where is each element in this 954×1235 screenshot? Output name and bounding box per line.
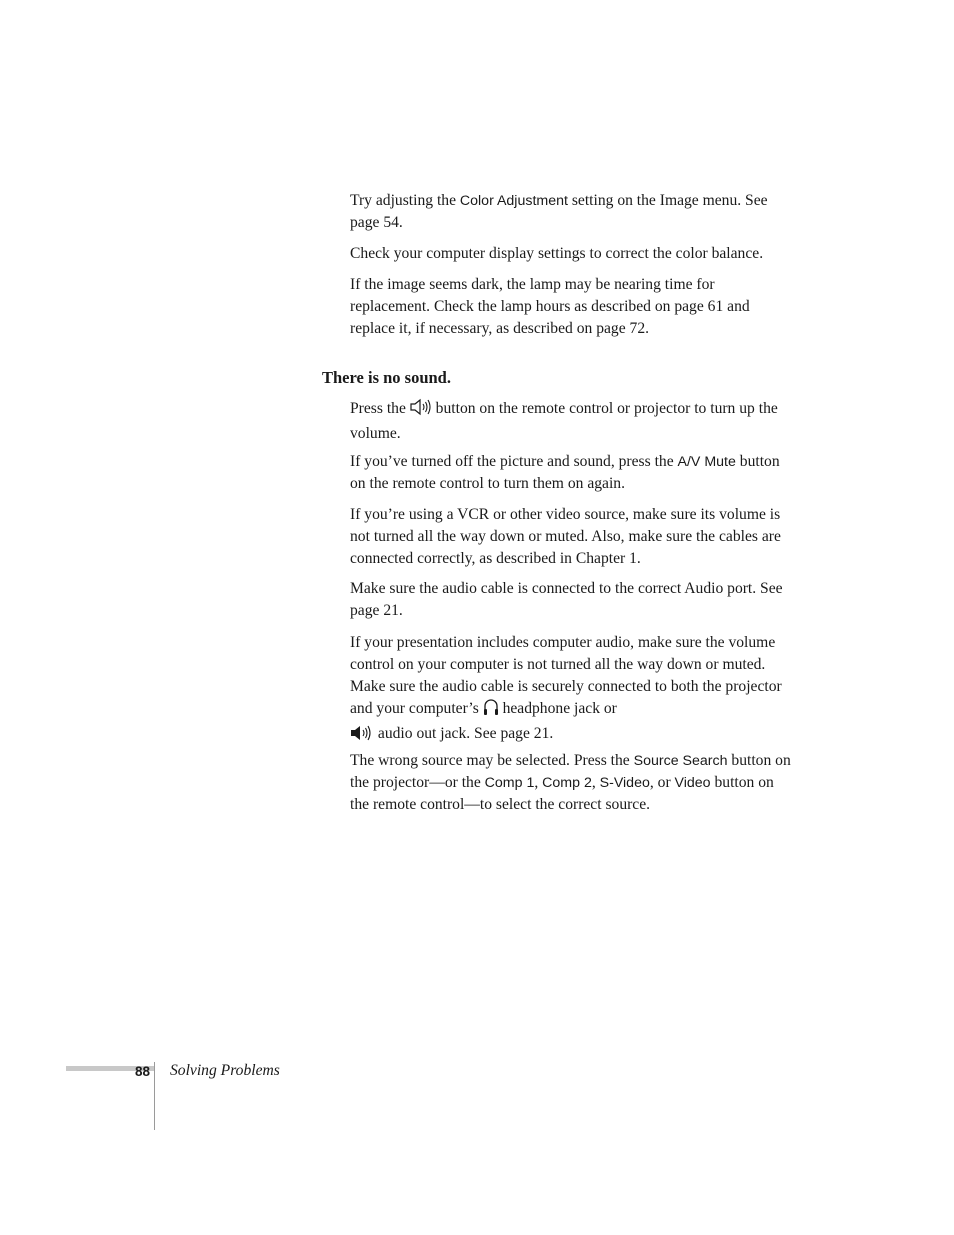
text: , [591, 774, 600, 791]
paragraph-display-settings: Check your computer display settings to correct the color balance. [350, 245, 764, 262]
paragraph-source [350, 750, 795, 816]
button-name-label: Comp 2 [542, 775, 592, 791]
text: If your presentation includes computer audio, make sure the volume control on your computer is not turned all the way down or muted. Make sure the audio cable is securely connected to both the projector and your computer’s [350, 634, 782, 717]
text: headphone jack or [498, 700, 617, 717]
volume-icon [410, 398, 432, 423]
menu-setting-label: Color Adjustment [459, 193, 568, 209]
chapter-title: Solving Problems [170, 1062, 280, 1079]
text: If you’ve turned off the picture and sound, press the [350, 453, 678, 470]
paragraph-lamp: If the image seems dark, the lamp may be nearing time for replacement. Check the lamp hours as described on page 61 and replace it, if necessary, as described on page 72. [350, 276, 750, 337]
paragraph-av-mute [350, 451, 795, 495]
paragraph-volume [350, 398, 795, 445]
text: Try adjusting the [350, 192, 460, 209]
text: Press the [350, 400, 410, 417]
text: button on the remote control to turn them on again. [350, 453, 780, 492]
text: setting on the Image menu. See page 54. [350, 192, 768, 231]
text: , [534, 774, 543, 791]
button-name-label: A/V Mute [677, 454, 736, 470]
text: button on the projector—or the [350, 752, 791, 791]
speaker-icon [350, 725, 374, 748]
paragraph-computer-audio [350, 632, 795, 748]
headphone-icon [483, 698, 499, 723]
text: button on the remote control—to select the correct source. [350, 774, 774, 813]
text: The wrong source may be selected. Press the [350, 752, 634, 769]
footer-divider [154, 1062, 155, 1130]
text: button on the remote control or projector to turn up the volume. [350, 400, 778, 442]
text: , or [649, 774, 675, 791]
button-name-label: Comp 1 [484, 775, 535, 791]
button-name-label: Video [674, 775, 711, 791]
paragraph-vcr: If you’re using a VCR or other video source, make sure its volume is not turned all the way down or muted. Also, make sure the cables are connected correctly, as described in Chapter 1. [350, 506, 781, 567]
button-name-label: Source Search [633, 753, 728, 769]
button-name-label: S-Video [599, 775, 650, 791]
paragraph-audio-cable: Make sure the audio cable is connected to the correct Audio port. See page 21. [350, 580, 783, 619]
text: audio out jack. See page 21. [374, 725, 554, 742]
paragraph-color-adjustment [350, 190, 795, 234]
page-number: 88 [135, 1064, 151, 1079]
section-heading: There is no sound. [322, 368, 451, 387]
